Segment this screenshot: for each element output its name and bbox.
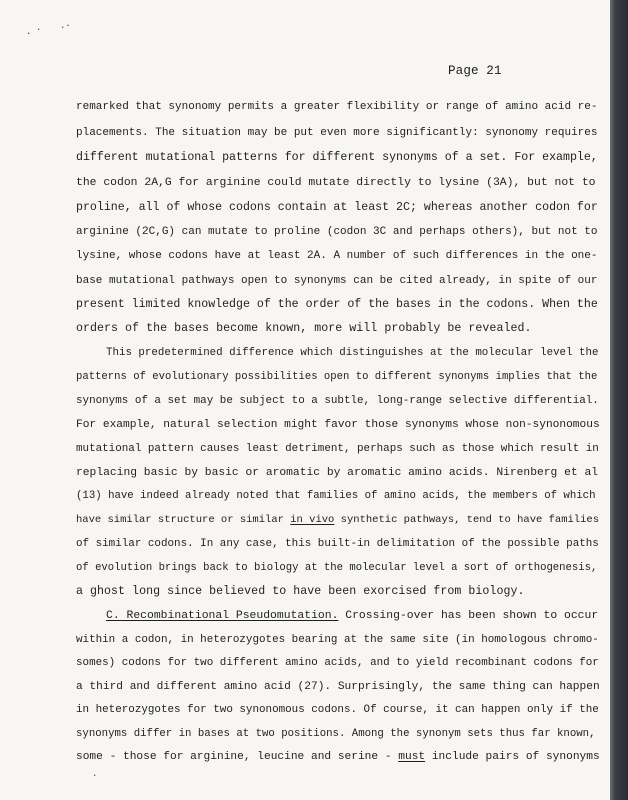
text-segment: Crossing-over has been shown to occur	[338, 610, 599, 622]
text-line: synonyms differ in bases at two positions. Among the synonym sets thus far known,	[76, 728, 596, 740]
text-line	[76, 513, 599, 527]
ink-speck: ·	[36, 25, 42, 35]
section-heading: C. Recombinational Pseudomutation.	[106, 610, 339, 622]
ink-speck: ·	[92, 771, 98, 781]
section-heading-line	[106, 609, 598, 623]
text-line	[76, 750, 600, 764]
text-line: For example, natural selection might favor those synonyms whose non-synonomous	[76, 419, 600, 431]
text-line: arginine (2C,G) can mutate to proline (codon 3C and perhaps others), but not to	[76, 226, 598, 238]
text-line: This predetermined difference which distinguishes at the molecular level the	[106, 347, 599, 359]
scan-background-edge	[610, 0, 628, 800]
text-line: synonyms of a set may be subject to a subtle, long-range selective differential.	[76, 395, 599, 407]
text-line: lysine, whose codons have at least 2A. A number of such differences in the one-	[76, 250, 598, 262]
text-segment: synthetic pathways, tend to have families	[334, 514, 600, 526]
text-line: the codon 2A,G for arginine could mutate directly to lysine (3A), but not to	[76, 177, 596, 189]
text-line: a third and different amino acid (27). Surprisingly, the same thing can happen	[76, 681, 600, 693]
ink-speck: ·	[26, 29, 32, 39]
text-segment: have similar structure or similar	[76, 514, 291, 526]
text-line: base mutational pathways open to synonyms can be cited already, in spite of our	[76, 275, 598, 287]
text-line: a ghost long since believed to have been exorcised from biology.	[76, 585, 525, 598]
text-segment: some - those for arginine, leucine and serine -	[76, 751, 399, 763]
underlined-term: in vivo	[290, 514, 335, 526]
text-line: (13) have indeed already noted that families of amino acids, the members of which	[76, 490, 596, 502]
underlined-term: must	[398, 751, 426, 763]
text-line: orders of the bases become known, more will probably be revealed.	[76, 322, 532, 335]
text-line: mutational pattern causes least detriment, perhaps such as those which result in	[76, 443, 599, 455]
ink-speck: .·	[60, 21, 71, 31]
text-line: replacing basic by basic or aromatic by aromatic amino acids. Nirenberg et al	[76, 467, 599, 479]
text-line: different mutational patterns for different synonyms of a set. For example,	[76, 151, 598, 164]
text-line: remarked that synonomy permits a greater flexibility or range of amino acid re-	[76, 101, 598, 113]
text-line: within a codon, in heterozygotes bearing at the same site (in homologous chromo-	[76, 634, 599, 646]
text-line: somes) codons for two different amino acids, and to yield recombinant codons for	[76, 657, 599, 669]
text-line: of similar codons. In any case, this built-in delimitation of the possible paths	[76, 538, 599, 550]
text-line: present limited knowledge of the order of the bases in the codons. When the	[76, 298, 598, 311]
page-number: Page 21	[448, 64, 502, 78]
text-line: patterns of evolutionary possibilities open to different synonyms implies that the	[76, 371, 598, 383]
text-line: placements. The situation may be put even more significantly: synonomy requires	[76, 127, 598, 139]
text-line: in heterozygotes for two synonomous codons. Of course, it can happen only if the	[76, 704, 599, 716]
text-line: proline, all of whose codons contain at least 2C; whereas another codon for	[76, 201, 598, 214]
text-line: of evolution brings back to biology at the molecular level a sort of orthogenesis,	[76, 562, 598, 574]
text-segment: include pairs of synonyms	[425, 751, 600, 763]
